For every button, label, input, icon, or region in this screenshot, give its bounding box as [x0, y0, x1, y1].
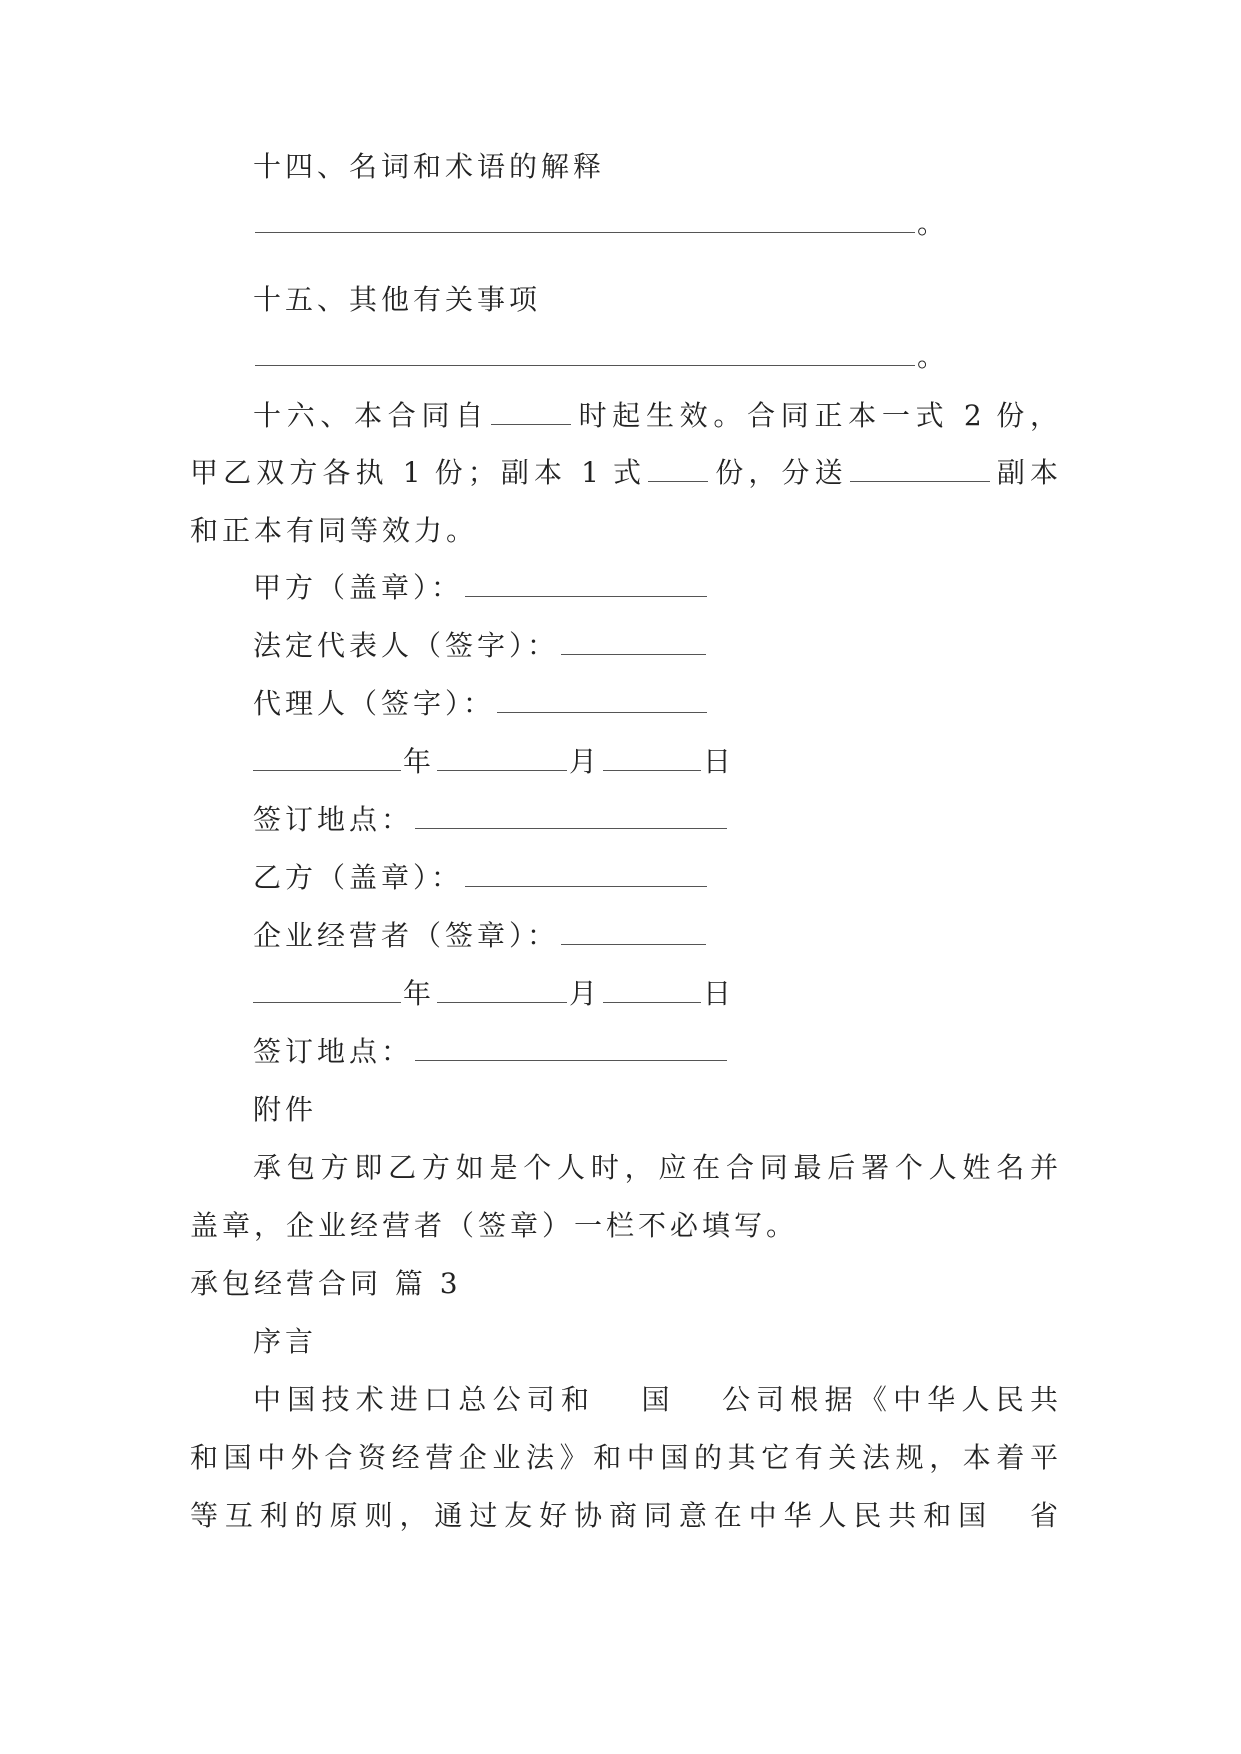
- section-14-fill-line: 。: [253, 204, 949, 244]
- attachment-text-line-2: 盖章，企业经营者（签章）一栏不必填写。: [190, 1209, 799, 1242]
- attachment-text-line-1: 承包方即乙方如是个人时，应在合同最后署个人姓名并: [253, 1151, 1058, 1184]
- section-16-line-1: 十六、本合同自 时起生效。合同正本一式 2 份，: [253, 399, 1058, 432]
- part-3-title: 承包经营合同 篇 3: [190, 1267, 462, 1300]
- operator-seal: 企业经营者（签章）：: [253, 916, 708, 956]
- date-line-a: 年 月 日: [253, 742, 735, 782]
- section-15-title: 十五、其他有关事项: [253, 283, 542, 316]
- section-14-title: 十四、名词和术语的解释: [253, 150, 606, 183]
- paragraph-line-1: 中国技术进口总公司和 国 公司根据《中华人民共: [253, 1383, 1058, 1416]
- section-16-line-2: 甲乙双方各执 1 份；副本 1 式 份，分送 副本: [190, 456, 1058, 489]
- section-15-fill-line: 。: [253, 337, 949, 377]
- attachment-heading: 附件: [253, 1093, 318, 1126]
- party-b-seal: 乙方（盖章）：: [253, 858, 709, 898]
- section-16-line-3: 和正本有同等效力。: [190, 514, 479, 547]
- paragraph-line-2: 和国中外合资经营企业法》和中国的其它有关法规，本着平: [190, 1441, 1058, 1474]
- sign-place-b: 签订地点：: [253, 1032, 729, 1072]
- date-line-b: 年 月 日: [253, 974, 735, 1014]
- paragraph-line-3: 等互利的原则，通过友好协商同意在中华人民共和国 省: [190, 1499, 1058, 1532]
- sign-place-a: 签订地点：: [253, 800, 729, 840]
- preface-heading: 序言: [253, 1325, 318, 1358]
- agent-sign: 代理人（签字）：: [253, 684, 709, 724]
- legal-rep-sign: 法定代表人（签字）：: [253, 626, 708, 666]
- party-a-seal: 甲方（盖章）：: [253, 568, 709, 608]
